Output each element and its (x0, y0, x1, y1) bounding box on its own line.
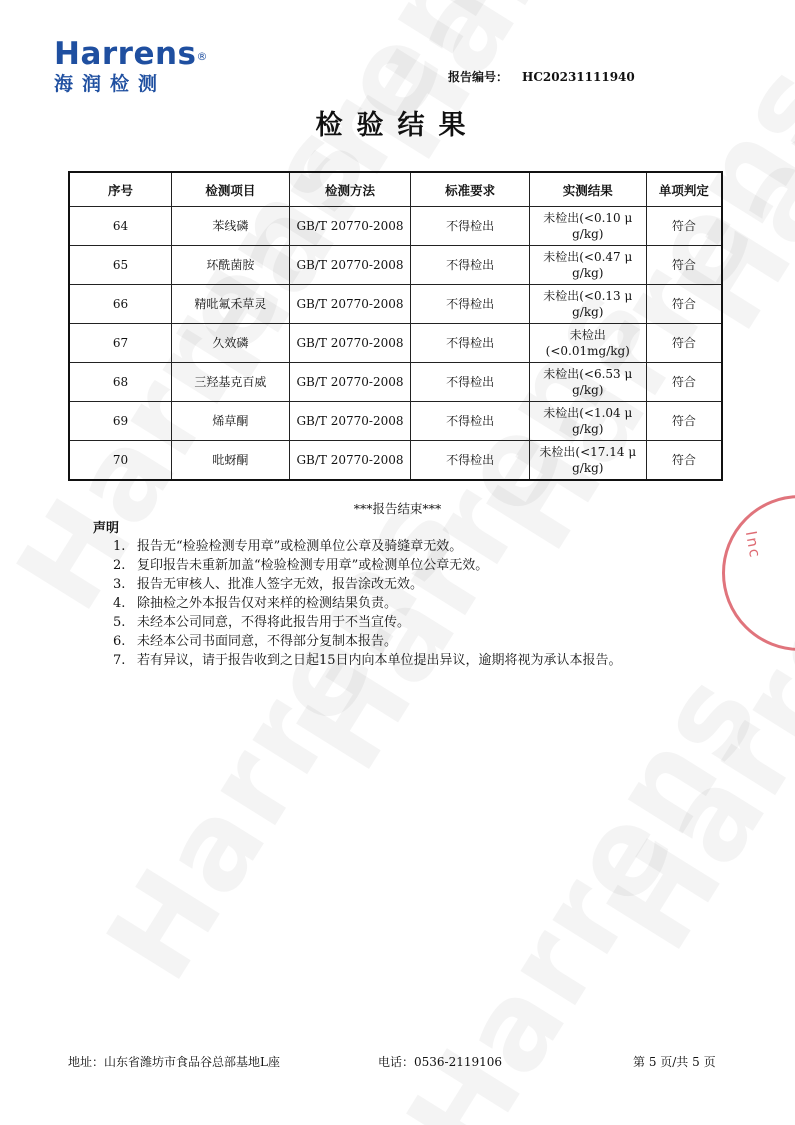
cell-result-line: 未检出(<0.47 μ (543, 250, 633, 264)
cell-item: 三羟基克百威 (172, 363, 290, 402)
table-row (69, 363, 722, 402)
cell-requirement: 不得检出 (411, 402, 530, 441)
declaration-item-text: 除抽检之外本报告仅对来样的检测结果负责。 (137, 596, 398, 611)
footer-address: 地址：山东省潍坊市食品谷总部基地L座 (68, 1055, 280, 1069)
declaration-item (113, 575, 622, 594)
cell-result (529, 285, 646, 324)
declaration-item (113, 537, 622, 556)
table-row (69, 402, 722, 441)
cell-method: GB/T 20770-2008 (289, 207, 411, 246)
declaration-item-number: 5. (113, 615, 126, 630)
declaration-item-text: 报告无“检验检测专用章”或检测单位公章及骑缝章无效。 (137, 539, 463, 554)
cell-judgement: 符合 (646, 285, 722, 324)
cell-no: 67 (69, 324, 172, 363)
report-number-label: 报告编号： (448, 70, 509, 84)
cell-method: GB/T 20770-2008 (289, 363, 411, 402)
cell-result-line: 未检出(<6.53 μ (543, 367, 633, 381)
results-table (68, 171, 723, 481)
declaration-item (113, 651, 622, 670)
cell-result (529, 207, 646, 246)
cell-result-line: 未检出(<1.04 μ (543, 406, 633, 420)
declaration-item-number: 4. (113, 596, 126, 611)
declaration-list (113, 537, 622, 670)
cell-result (529, 441, 646, 481)
declaration-title: 声明 (93, 521, 120, 536)
cell-method: GB/T 20770-2008 (289, 246, 411, 285)
header-no: 序号 (69, 172, 172, 207)
cell-result-line: g/kg) (572, 266, 604, 280)
report-number (448, 68, 635, 85)
header-judgement: 单项判定 (646, 172, 722, 207)
logo-english: Harrens (54, 36, 197, 72)
declaration-item-text: 未经本公司书面同意，不得部分复制本报告。 (137, 634, 398, 649)
cell-method: GB/T 20770-2008 (289, 285, 411, 324)
page-title: 检验结果 (315, 110, 480, 141)
cell-result-line: 未检出(<17.14 μ (539, 445, 637, 459)
cell-requirement: 不得检出 (411, 324, 530, 363)
header-result: 实测结果 (529, 172, 646, 207)
report-end-marker: ***报告结束*** (353, 501, 442, 516)
cell-no: 66 (69, 285, 172, 324)
cell-result (529, 363, 646, 402)
seal-stamp-text: Inc (741, 529, 765, 561)
cell-item: 精吡氟禾草灵 (172, 285, 290, 324)
cell-judgement: 符合 (646, 246, 722, 285)
cell-requirement: 不得检出 (411, 363, 530, 402)
table-header-row (69, 172, 722, 207)
declaration-item-number: 1. (113, 539, 126, 554)
cell-method: GB/T 20770-2008 (289, 402, 411, 441)
cell-result-line: 未检出 (569, 328, 606, 342)
cell-item: 苯线磷 (172, 207, 290, 246)
cell-item: 久效磷 (172, 324, 290, 363)
cell-result (529, 324, 646, 363)
cell-no: 64 (69, 207, 172, 246)
cell-no: 70 (69, 441, 172, 481)
table-row (69, 285, 722, 324)
logo-chinese: 海润检测 (54, 73, 167, 95)
table-row (69, 324, 722, 363)
cell-judgement: 符合 (646, 402, 722, 441)
cell-no: 69 (69, 402, 172, 441)
cell-item: 吡蚜酮 (172, 441, 290, 481)
cell-judgement: 符合 (646, 207, 722, 246)
cell-judgement: 符合 (646, 363, 722, 402)
declaration-item (113, 613, 622, 632)
cell-no: 65 (69, 246, 172, 285)
declaration-item (113, 632, 622, 651)
company-logo (54, 38, 208, 96)
declaration-item-text: 未经本公司同意，不得将此报告用于不当宣传。 (137, 615, 411, 630)
declaration-item-number: 3. (113, 577, 126, 592)
cell-result-line: g/kg) (572, 461, 604, 475)
cell-no: 68 (69, 363, 172, 402)
cell-requirement: 不得检出 (411, 441, 530, 481)
cell-result-line: 未检出(<0.13 μ (543, 289, 633, 303)
cell-judgement: 符合 (646, 441, 722, 481)
declaration-item-number: 6. (113, 634, 126, 649)
cell-requirement: 不得检出 (411, 207, 530, 246)
report-number-value: HC20231111940 (522, 70, 635, 84)
cell-result-line: g/kg) (572, 383, 604, 397)
header-method: 检测方法 (289, 172, 411, 207)
registered-mark: ® (196, 50, 208, 63)
cell-result-line: 未检出(<0.10 μ (543, 211, 633, 225)
cell-result-line: g/kg) (572, 227, 604, 241)
cell-requirement: 不得检出 (411, 246, 530, 285)
cell-judgement: 符合 (646, 324, 722, 363)
table-row (69, 207, 722, 246)
declaration-item-number: 2. (113, 558, 126, 573)
table-row (69, 441, 722, 481)
footer-page-number: 第 5 页/共 5 页 (633, 1055, 716, 1069)
cell-method: GB/T 20770-2008 (289, 324, 411, 363)
declaration-item-text: 复印报告未重新加盖“检验检测专用章”或检测单位公章无效。 (137, 558, 489, 573)
cell-item: 环酰菌胺 (172, 246, 290, 285)
cell-requirement: 不得检出 (411, 285, 530, 324)
table-row (69, 246, 722, 285)
cell-result-line: g/kg) (572, 305, 604, 319)
declaration-item-text: 报告无审核人、批准人签字无效，报告涂改无效。 (137, 577, 424, 592)
declaration-item (113, 556, 622, 575)
cell-item: 烯草酮 (172, 402, 290, 441)
declaration-item-text: 若有异议，请于报告收到之日起15日内向本单位提出异议，逾期将视为承认本报告。 (137, 653, 622, 668)
cell-result (529, 402, 646, 441)
header-requirement: 标准要求 (411, 172, 530, 207)
seal-stamp (722, 495, 795, 651)
declaration-item (113, 594, 622, 613)
cell-result (529, 246, 646, 285)
cell-result-line: g/kg) (572, 422, 604, 436)
footer-phone: 电话：0536-2119106 (378, 1055, 503, 1069)
header-item: 检测项目 (172, 172, 290, 207)
cell-method: GB/T 20770-2008 (289, 441, 411, 481)
watermark-text (330, 0, 735, 183)
declaration-item-number: 7. (113, 653, 126, 668)
cell-result-line: (<0.01mg/kg) (545, 344, 630, 358)
